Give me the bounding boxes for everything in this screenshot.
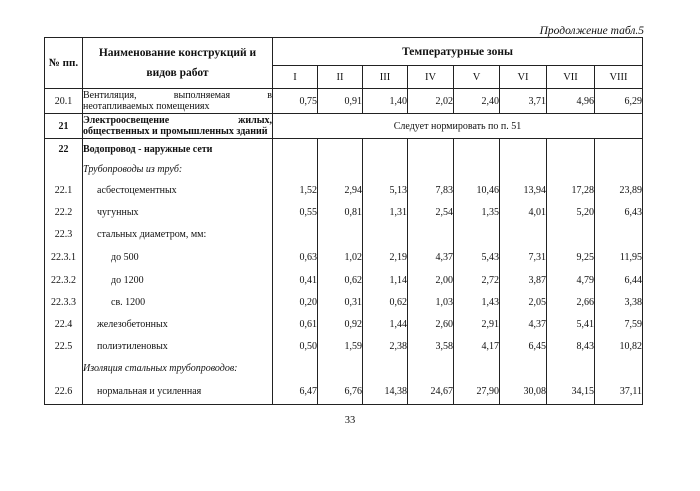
row-number: 21 [45,114,83,139]
value-cell: 2,60 [408,314,454,336]
row-number: 22.2 [45,202,83,224]
value-cell: 9,25 [547,246,595,270]
column-header-name: Наименование конструкций и видов работ [83,38,273,89]
value-cell: 24,67 [408,380,454,405]
value-cell: 0,81 [318,202,363,224]
value-cell: 7,83 [408,180,454,202]
value-cell: 5,43 [454,246,500,270]
row-number: 22.3.1 [45,246,83,270]
value-cell: 2,00 [408,270,454,292]
value-cell: 27,90 [454,380,500,405]
table-row [45,202,643,224]
value-cell: 4,79 [547,270,595,292]
value-cell: 4,37 [408,246,454,270]
value-cell: 0,31 [318,292,363,314]
value-cell: 10,46 [454,180,500,202]
row-number [45,160,83,180]
row-name: полиэтиленовых [83,336,273,358]
value-cell: 2,38 [363,336,408,358]
value-cell: 0,50 [273,336,318,358]
value-cell: 0,20 [273,292,318,314]
value-cell: 1,59 [318,336,363,358]
value-cell: 0,62 [363,292,408,314]
value-cell: 0,61 [273,314,318,336]
value-cell: 7,31 [500,246,547,270]
value-cell: 14,38 [363,380,408,405]
table-row [45,160,643,180]
row-number [45,358,83,380]
zone-header: VII [547,66,595,89]
value-cell: 3,58 [408,336,454,358]
row-name: стальных диаметром, мм: [83,224,273,246]
table-row [45,380,643,405]
table-row [45,292,643,314]
value-cell: 6,43 [595,202,643,224]
value-cell: 4,01 [500,202,547,224]
value-cell: 7,59 [595,314,643,336]
value-cell: 2,72 [454,270,500,292]
column-header-number: № пп. [45,38,83,89]
value-cell: 4,17 [454,336,500,358]
table-continuation-caption: Продолжение табл.5 [539,25,644,37]
row-note: Следует нормировать по п. 51 [273,114,643,139]
zone-header: II [318,66,363,89]
value-cell: 3,87 [500,270,547,292]
row-name: железобетонных [83,314,273,336]
row-name: Изоляция стальных трубопроводов: [83,358,273,380]
value-cell: 1,31 [363,202,408,224]
row-number: 22.1 [45,180,83,202]
value-cell: 0,91 [318,89,363,114]
row-name: Вентиляция, выполняемая в неотапливаемых помещениях [83,90,272,112]
zone-header: VI [500,66,547,89]
value-cell: 34,15 [547,380,595,405]
value-cell: 6,76 [318,380,363,405]
value-cell: 6,29 [595,89,643,114]
value-cell: 4,96 [547,89,595,114]
value-cell: 17,28 [547,180,595,202]
value-cell: 0,55 [273,202,318,224]
row-name: св. 1200 [83,292,273,314]
value-cell: 2,05 [500,292,547,314]
row-name: Электроосвещение жилых, общественных и промышленных зданий [83,115,272,137]
value-cell: 0,62 [318,270,363,292]
value-cell: 6,45 [500,336,547,358]
value-cell: 2,54 [408,202,454,224]
value-cell: 3,71 [500,89,547,114]
table-row [45,358,643,380]
zone-header: III [363,66,408,89]
table-row [45,314,643,336]
table-row [45,224,643,246]
table-row [45,336,643,358]
value-cell: 2,19 [363,246,408,270]
value-cell: 23,89 [595,180,643,202]
row-number: 20.1 [45,89,83,114]
zone-header: V [454,66,500,89]
value-cell: 13,94 [500,180,547,202]
row-number: 22.3.2 [45,270,83,292]
row-name: нормальная и усиленная [83,380,273,405]
value-cell: 30,08 [500,380,547,405]
value-cell: 2,94 [318,180,363,202]
norms-table [44,37,643,405]
row-number: 22.3.3 [45,292,83,314]
value-cell: 10,82 [595,336,643,358]
value-cell: 4,37 [500,314,547,336]
value-cell: 1,44 [363,314,408,336]
value-cell: 0,92 [318,314,363,336]
value-cell: 1,43 [454,292,500,314]
row-number: 22.4 [45,314,83,336]
value-cell: 11,95 [595,246,643,270]
table-row [45,246,643,270]
value-cell: 1,52 [273,180,318,202]
zone-header: VIII [595,66,643,89]
value-cell: 1,03 [408,292,454,314]
value-cell: 5,41 [547,314,595,336]
value-cell: 3,38 [595,292,643,314]
value-cell: 6,47 [273,380,318,405]
value-cell: 0,63 [273,246,318,270]
value-cell: 2,02 [408,89,454,114]
row-number: 22.5 [45,336,83,358]
value-cell: 8,43 [547,336,595,358]
value-cell: 2,91 [454,314,500,336]
value-cell: 2,40 [454,89,500,114]
row-name: Водопровод - наружные сети [83,139,273,160]
table-row [45,114,643,139]
row-name: асбестоцементных [83,180,273,202]
value-cell: 37,11 [595,380,643,405]
row-number: 22 [45,139,83,160]
value-cell: 1,14 [363,270,408,292]
page-number: 33 [344,415,356,426]
value-cell: 1,02 [318,246,363,270]
table-row [45,139,643,160]
value-cell: 0,75 [273,89,318,114]
row-name: до 1200 [83,270,273,292]
value-cell: 2,66 [547,292,595,314]
value-cell: 1,35 [454,202,500,224]
zone-header: IV [408,66,454,89]
row-name: Трубопроводы из труб: [83,160,273,180]
table-row [45,89,643,114]
zone-header: I [273,66,318,89]
table-row [45,180,643,202]
value-cell: 6,44 [595,270,643,292]
row-name: чугунных [83,202,273,224]
column-header-zones: Температурные зоны [273,38,643,66]
value-cell: 0,41 [273,270,318,292]
table-row [45,270,643,292]
row-name: до 500 [83,246,273,270]
row-number: 22.6 [45,380,83,405]
value-cell: 5,13 [363,180,408,202]
value-cell: 5,20 [547,202,595,224]
row-number: 22.3 [45,224,83,246]
value-cell: 1,40 [363,89,408,114]
